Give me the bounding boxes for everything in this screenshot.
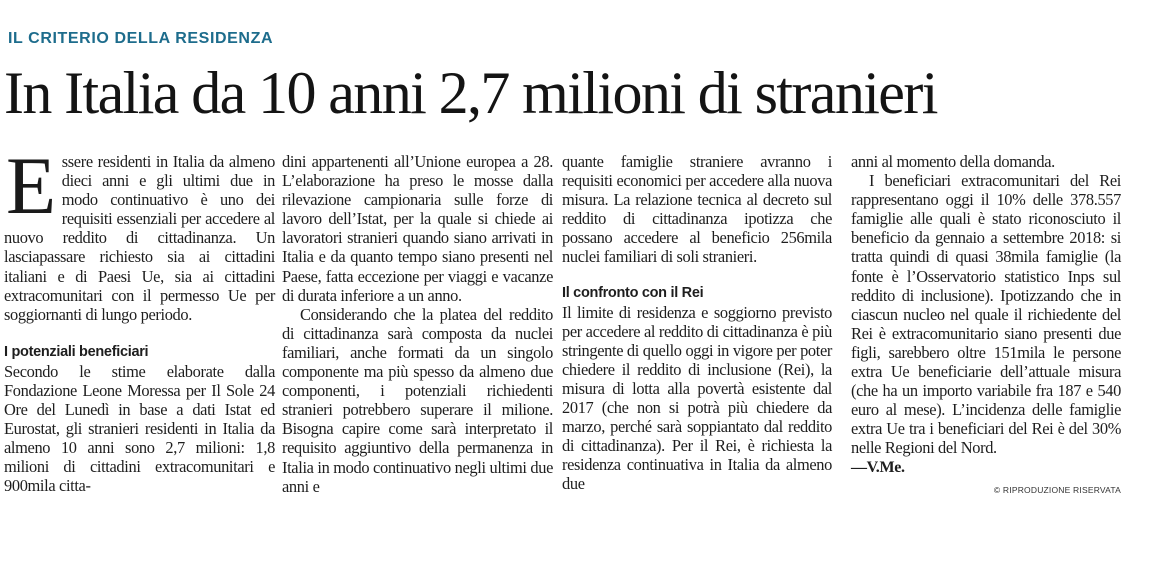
intro-paragraph-text: ssere residenti in Italia da almeno dieci anni e gli ultimi due in modo continuativo è uno dei requisiti essenziali per accedere al nuovo reddito di cittadinanza. Un lasciapassare richiesto sia ai cittadini italiani e di Paesi Ue, sia ai cittadini extracomunitari con il permesso Ue per soggiornanti di lungo periodo. <box>4 152 275 324</box>
paragraph: Il limite di residenza e soggiorno previsto per accedere al reddito di cittadinanza è più stringente di quello oggi in vigore per poter chiedere il reddito di inclusione (Rei), la misura di lotta alla povertà esistente dal 2017 (che non si potrà più chiedere da marzo, perché sarà soppiantato dal reddito di cittadinanza). Per il Rei, è richiesta la residenza continuativa in Italia da almeno due <box>562 302 832 494</box>
subhead-potenziali-beneficiari: I potenziali beneficiari <box>4 343 149 360</box>
intro-paragraph <box>4 140 275 324</box>
paragraph: dini appartenenti all’Unione europea a 28. L’elaborazione ha preso le mosse dalla rilevazione campionaria sulle forze di lavoro dell’Istat, per la quale si chiede ai lavoratori stranieri quando siano arrivati in Italia e da quanto tempo siano presenti nel Paese, fatta eccezione per viaggi e vacanze di durata inferiore a un anno. <box>282 152 553 305</box>
article-column-3 <box>562 152 832 494</box>
subhead-confronto-rei: Il confronto con il Rei <box>562 284 704 301</box>
headline: In Italia da 10 anni 2,7 milioni di stranieri <box>4 60 937 126</box>
paragraph: quante famiglie straniere avranno i requisiti economici per accedere alla nuova misura. La relazione tecnica al decreto sul reddito di cittadinanza ipotizza che possano accedere al beneficio 256mila nuclei familiari di soli stranieri. <box>562 152 832 267</box>
paragraph: Secondo le stime elaborate dalla Fondazione Leone Moressa per Il Sole 24 Ore del Lunedì in base a dati Istat ed Eurostat, gli stranieri residenti in Italia da almeno 10 anni sono 2,7 milioni: 1,8 milioni di cittadini extracomunitari e 900mila citta- <box>4 361 275 496</box>
paragraph: Considerando che la platea del reddito di cittadinanza sarà composta da nuclei familiari, anche formati da un singolo componente ma più spesso da almeno due componenti, i potenziali richiedenti stranieri potrebbero superare il milione. Bisogna capire come sarà interpretato il requisito aggiuntivo della permanenza in Italia in modo continuativo negli ultimi due anni e <box>282 304 553 496</box>
article-column-2 <box>282 152 553 496</box>
author-byline: —V.Me. <box>851 458 905 476</box>
paragraph: anni al momento della domanda. <box>851 152 1055 171</box>
section-kicker: IL CRITERIO DELLA RESIDENZA <box>8 30 274 47</box>
copyright-notice: © RIPRODUZIONE RISERVATA <box>993 484 1121 495</box>
article-column-4 <box>851 152 1121 500</box>
paragraph: I beneficiari extracomunitari del Rei rappresentano oggi il 10% delle 378.557 famiglie alle quali è stato riconosciuto il beneficio da gennaio a settembre 2018: si tratta quindi di quasi 38mila famiglie (la fonte è l’Osservatorio statistico Inps sul reddito di inclusione). Ipotizzando che in ciascun nucleo nel quale il richiedente del Rei è extracomunitario siano presenti due figli, sarebbero oltre 151mila le persone extra Ue beneficiarie dell’attuale misura (che ha un importo variabile fra 187 e 540 euro al mese). L’incidenza delle famiglie extra Ue tra i beneficiari del Rei è del 30% nelle Regioni del Nord. <box>851 171 1121 458</box>
drop-cap: E <box>6 140 56 231</box>
article-column-1 <box>4 140 275 496</box>
